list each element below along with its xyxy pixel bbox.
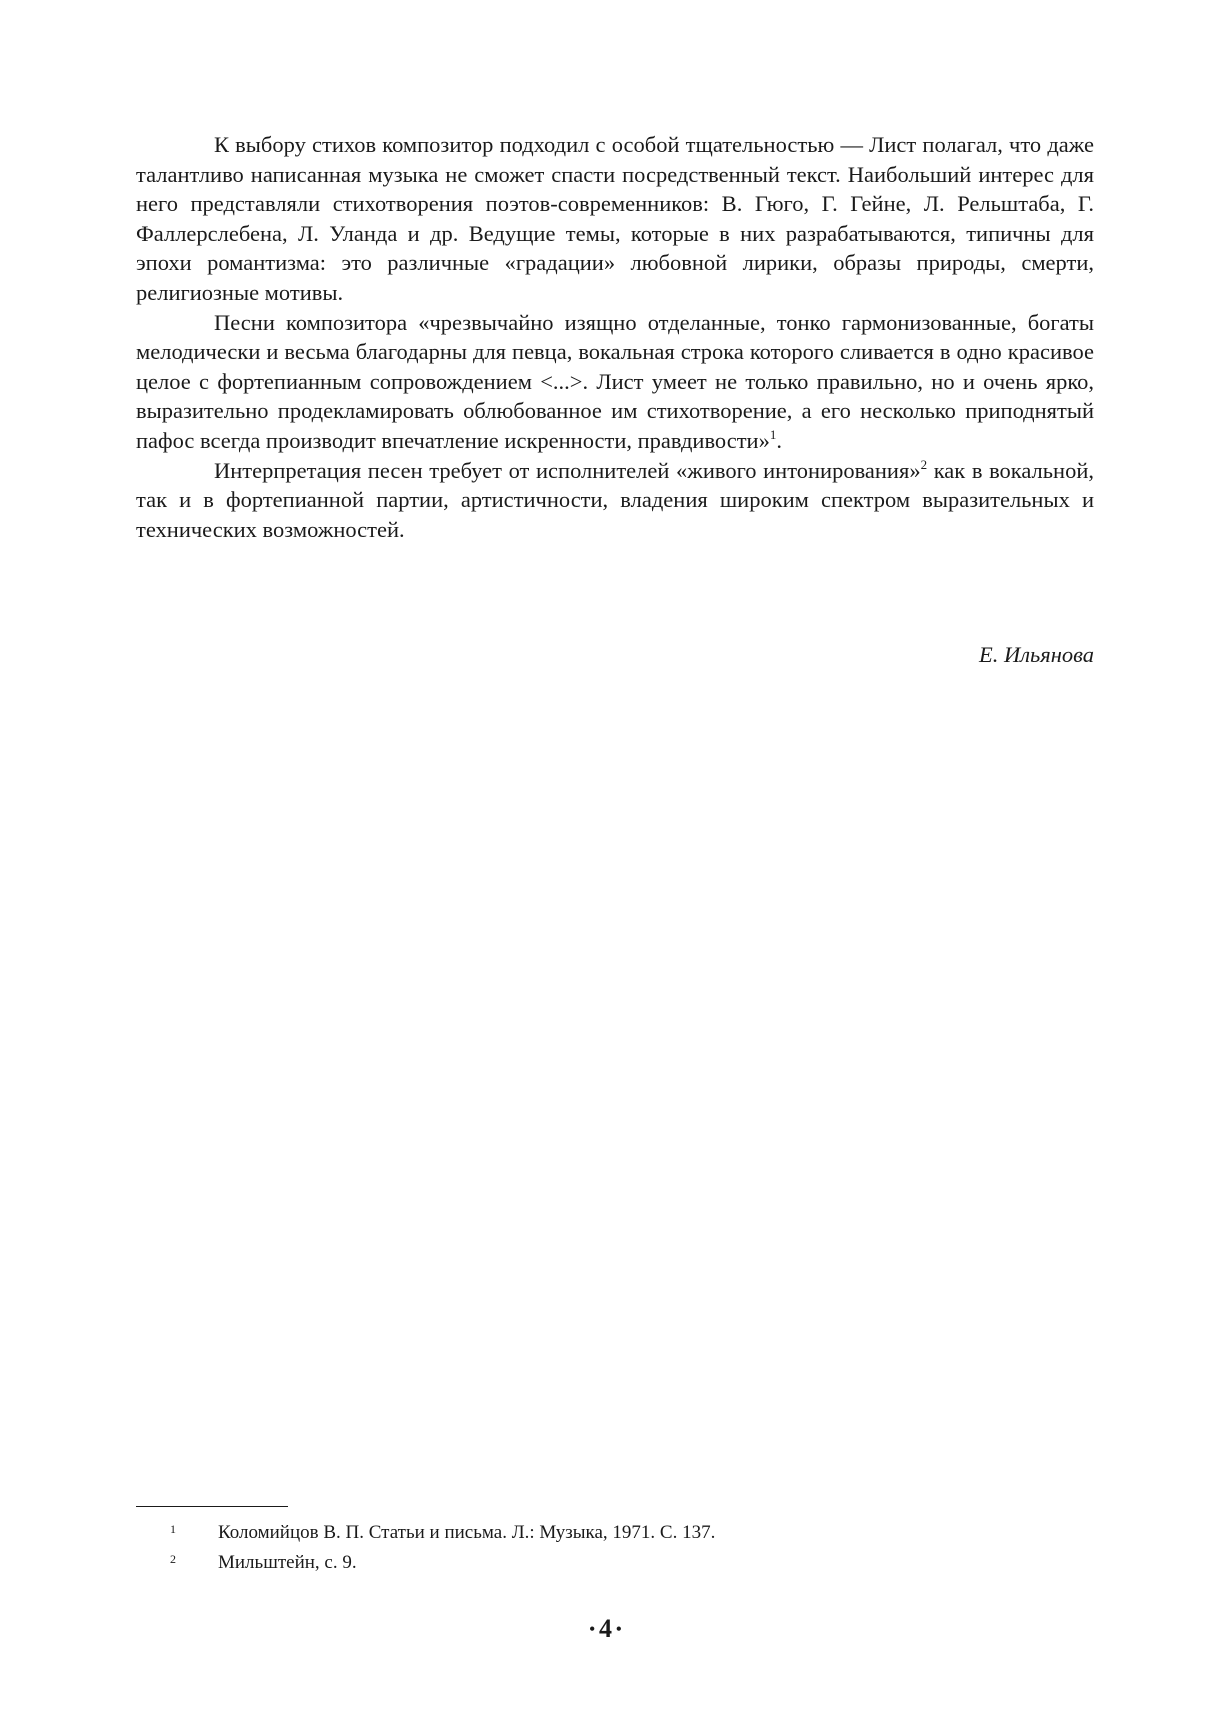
paragraph-2-tail: . (776, 427, 782, 453)
page-number-dot-right: • (616, 1621, 622, 1638)
main-text (136, 130, 1094, 544)
footnote-divider (136, 1506, 288, 1507)
page-number-dot-left: • (589, 1621, 595, 1638)
paragraph-2 (136, 308, 1094, 456)
page-number (0, 1614, 1211, 1644)
page-number-value: 4 (599, 1614, 612, 1643)
footnote-2-number: 2 (170, 1552, 176, 1566)
paragraph-1 (136, 130, 1094, 308)
paragraph-3-text: Интерпретация песен требует от исполнителей «живого интонирования» (214, 457, 921, 483)
footnote-1-number: 1 (170, 1522, 176, 1536)
paragraph-3 (136, 456, 1094, 545)
footnote-2-text: Мильштейн, с. 9. (218, 1552, 357, 1573)
paragraph-2-text: Песни композитора «чрезвычайно изящно отделанные, тонко гармонизованные, богаты мелодически и весьма благодарны для певца, вокальная строка которого сливается в одно красивое целое с фортепианным сопровождением <...>. Лист умеет не только правильно, но и очень ярко, выразительно продекламировать облюбованное им стихотворение, а его несколько приподнятый пафос всегда производит впечатление искренности, правдивости» (136, 309, 1094, 453)
footnote-2 (136, 1548, 1094, 1578)
footnotes (136, 1518, 1094, 1578)
paragraph-1-text: К выбору стихов композитор подходил с особой тщательностью — Лист полагал, что даже талантливо написанная музыка не сможет спасти посредственный текст. Наибольший интерес для него представляли стихотворения поэтов-современников: В. Гюго, Г. Гейне, Л. Рельштаба, Г. Фаллерслебена, Л. Уланда и др. Ведущие темы, которые в них разрабатываются, типичны для эпохи романтизма: это различные «градации» любовной лирики, образы природы, смерти, религиозные мотивы. (136, 132, 1094, 305)
footnote-1 (136, 1518, 1094, 1548)
paragraph-3-tail: как в вокальной, так и в фортепианной партии, артистичности, владения широким спектром выразительных и технических возможностей. (136, 457, 1095, 542)
footnote-ref-1[interactable]: 1 (769, 426, 777, 442)
footnote-ref-2[interactable]: 2 (920, 456, 928, 472)
footnote-1-text: Коломийцов В. П. Статьи и письма. Л.: Музыка, 1971. С. 137. (218, 1522, 716, 1543)
author-signature: Е. Ильянова (978, 642, 1094, 667)
